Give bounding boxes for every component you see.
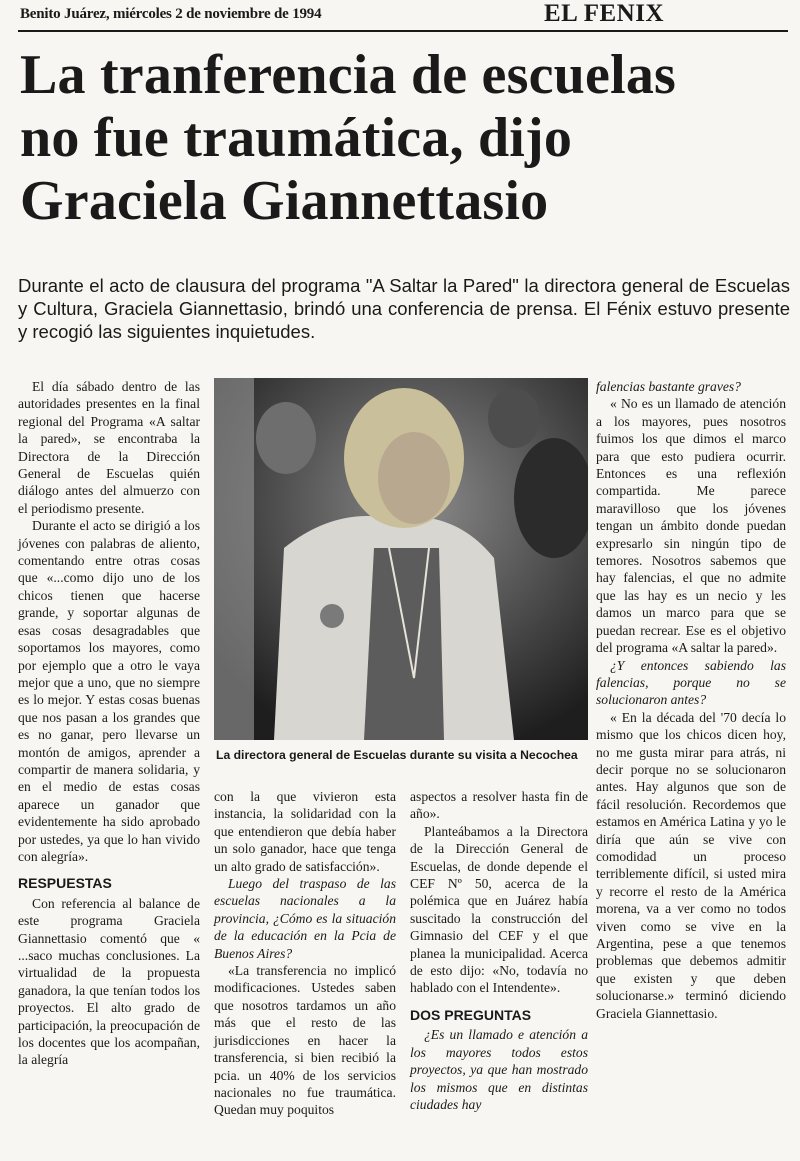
photo-caption: La directora general de Escuelas durante su visita a Necochea [216, 748, 578, 762]
column-2-paragraph-1: con la que vivieron esta instancia, la solidaridad con la que entendieron que debía haber un solo ganador, hace que tenga un alto grado de satisfacción». [214, 789, 396, 874]
headline-line-2: no fue traumática, dijo [20, 107, 573, 169]
question-traspaso: Luego del traspaso de las escuelas nacionales a la provincia, ¿Cómo es la situación de la educación en la Pcia de Buenos Aires? [214, 876, 396, 961]
column-1-paragraph-3: Con referencia al balance de este programa Graciela Giannettasio comentó que « ...saco muchas conclusiones. La virtualidad de la propuesta ganadora, la que tenían todos los proyectos. El alto grado de participación, la preocupación de los docentes que los acompañan, la alegría [18, 895, 200, 1068]
article-column-2 [214, 788, 396, 1119]
photo-image [214, 378, 588, 740]
article-column-4 [596, 378, 786, 1022]
subhead-dos-preguntas: DOS PREGUNTAS [410, 1006, 532, 1023]
column-4-paragraph-1: « No es un llamado de atención a los mayores, pues nosotros fuimos los que dimos el marco para que esto pudiera ocurrir. Entonces es una reflexión compartida. Me parece maravilloso que los jóvenes tengan un ámbito donde puedan expresarlo sin ningún tipo de temores. Nosotros sabemos que hay falencias, el que no admite que las hay es un necio y les damos un marco para que se puedan recrear. Ese es el objetivo del programa «A saltar la pared». [596, 396, 786, 656]
newspaper-name: EL FENIX [544, 0, 665, 27]
article-column-1 [18, 378, 200, 1069]
article-column-3 [410, 788, 588, 1113]
column-3-paragraph-1: aspectos a resolver hasta fin de año». [410, 789, 588, 822]
lede-paragraph: Durante el acto de clausura del programa "A Saltar la Pared" la directora general de Escuelas y Cultura, Graciela Giannettasio, brindó una conferencia de prensa. El Fénix estuvo presente y recogió las siguientes inquietudes. [18, 275, 790, 342]
column-1-paragraph-1: El día sábado dentro de las autoridades presentes en la final regional del Programa «A saltar la pared», se encontraba la Directora de la Dirección General de Escuelas quién diálogo antes del almuerzo con el periodismo presente. [18, 379, 200, 516]
question-falencias: ¿Y entonces sabiendo las falencias, porque no se solucionaron antes? [596, 657, 786, 708]
news-photo [214, 378, 588, 740]
column-3-paragraph-2: Planteábamos a la Directora de la Dirección General de Escuelas, de donde depende el CEF Nº 50, acerca de la polémica que en Juárez había suscitado la construcción del Gimnasio del CEF y el que planea la municipalidad. Acerca de esto dijo: «No, todavía no hablado con el Intendente». [410, 823, 588, 996]
header-rule [18, 30, 788, 32]
dateline: Benito Juárez, miércoles 2 de noviembre de 1994 [20, 6, 322, 22]
subhead-respuestas: RESPUESTAS [18, 875, 112, 892]
column-1-paragraph-2: Durante el acto se dirigió a los jóvenes con palabras de aliento, comentando entre otras cosas que «...como dijo uno de los chicos tienen que hacerse grande, y soportar algunas de esas cosas desagradables que soportamos los mayores, como por ejemplo que a otro le vaya mejor que a uno, que no siempre es lo mejor. Y estas cosas buenas que nos pasan a los grandes que es no ganar, pero llevarse un montón de amigos, aprender a compartir de manera solidaria, y en el medio de estas cosas aparece un ganador que evidentemente ha sido aprobado por ustedes, ya que lo han vivido con alegría». [18, 518, 200, 864]
column-2-paragraph-2: «La transferencia no implicó modificaciones. Ustedes saben que nosotros tardamos un año más que el resto de las jurisdicciones en hacer la transferencia, si bien recibió la pcia. un 40% de los servicios nacionales no fue traumática. Quedan muy poquitos [214, 963, 396, 1118]
question-llamado: ¿Es un llamado e atención a los mayores todos estos proyectos, ya que han mostrado los mismos que en distintas ciudades hay [410, 1027, 588, 1112]
headline-line-3: Graciela Giannettasio [20, 170, 549, 232]
column-4-paragraph-2: « En la década del '70 decía lo mismo que los chicos dicen hoy, no me gusta mirar para atrás, ni decir porque no se solucionaron antes. Hay algunos que son de fácil resolución. Recordemos que estamos en América Latina y yo le diría que aún se vive con comodidad un proceso terriblemente difícil, si usted mira y recorre el resto de la América morena, va a ver como no todos viven como se vive en la Argentina, pese a que tenemos problemas que debemos admitir que existen y que deben solucionarse.» terminó diciendo Graciela Giannettasio. [596, 709, 786, 1021]
headline [20, 44, 790, 233]
question-llamado-end: falencias bastante graves? [596, 379, 741, 394]
headline-line-1: La tranferencia de escuelas [20, 44, 677, 106]
